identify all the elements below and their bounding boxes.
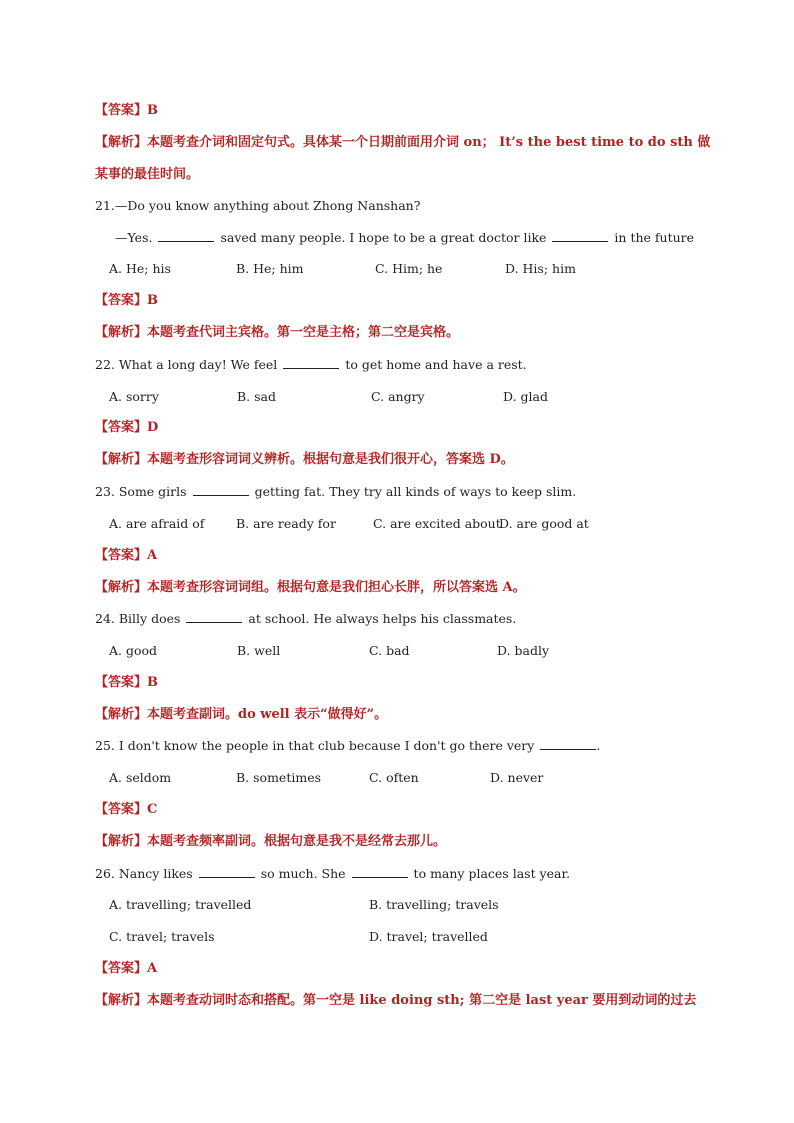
option-b: B. sometimes xyxy=(236,770,322,785)
answer-blank xyxy=(352,865,408,878)
analysis-line: 【解析】本题考查频率副词。根据句意是我不是经常去那儿。 xyxy=(95,834,447,849)
answer-line: 【答案】B xyxy=(95,293,158,308)
response-text: saved many people. I hope to be a great doctor like xyxy=(220,230,547,245)
option-c: C. bad xyxy=(369,643,410,658)
question-text-tail: getting fat. They try all kinds of ways to keep slim. xyxy=(254,484,577,499)
option-b: B. are ready for xyxy=(236,516,336,531)
option-a: A. He; his xyxy=(109,261,171,276)
response-dash: —Yes. xyxy=(115,230,153,245)
question-text: 22. What a long day! We feel xyxy=(95,357,278,372)
analysis-line: 【解析】本题考查代词主宾格。第一空是主格；第二空是宾格。 xyxy=(95,325,460,340)
question-text-mid: so much. She xyxy=(260,866,346,881)
question-text-tail: to get home and have a rest. xyxy=(345,357,527,372)
response-tail: in the future xyxy=(614,230,695,245)
answer-blank xyxy=(158,229,214,242)
analysis-line: 【解析】本题考查形容词词义辨析。根据句意是我们很开心，答案选 D。 xyxy=(95,452,514,467)
option-a: A. good xyxy=(109,643,158,658)
question-text: 26. Nancy likes xyxy=(95,866,193,881)
answer-blank xyxy=(540,737,596,750)
option-d: D. are good at xyxy=(499,516,589,531)
option-a: A. seldom xyxy=(109,770,172,785)
answer-line: 【答案】A xyxy=(95,961,158,976)
answer-line: 【答案】B xyxy=(95,675,158,690)
question-text: 25. I don't know the people in that club because I don't go there very xyxy=(95,738,535,753)
option-b: B. travelling; travels xyxy=(369,897,499,912)
question-text-tail: . xyxy=(596,738,601,753)
question-21: 21.—Do you know anything about Zhong Nanshan? xyxy=(95,198,421,213)
question-21-response xyxy=(115,228,694,248)
answer-blank xyxy=(186,610,242,623)
option-d: D. badly xyxy=(497,643,550,658)
question-26 xyxy=(95,864,570,884)
option-d: D. glad xyxy=(503,389,548,404)
question-22 xyxy=(95,355,527,375)
answer-line: 【答案】B xyxy=(95,103,158,118)
question-24 xyxy=(95,609,516,629)
option-c: C. travel; travels xyxy=(109,929,215,944)
option-c: C. often xyxy=(369,770,419,785)
option-a: A. travelling; travelled xyxy=(109,897,252,912)
option-d: D. His; him xyxy=(505,261,576,276)
answer-blank xyxy=(283,356,339,369)
option-a: A. sorry xyxy=(109,389,159,404)
question-text: 24. Billy does xyxy=(95,611,181,626)
answer-blank xyxy=(193,483,249,496)
question-text: 23. Some girls xyxy=(95,484,187,499)
option-c: C. are excited about xyxy=(373,516,501,531)
answer-line: 【答案】A xyxy=(95,548,158,563)
option-a: A. are afraid of xyxy=(109,516,205,531)
answer-blank xyxy=(552,229,608,242)
option-d: D. travel; travelled xyxy=(369,929,488,944)
question-text-tail: at school. He always helps his classmates. xyxy=(248,611,517,626)
analysis-line: 【解析】本题考查副词。do well 表示“做得好”。 xyxy=(95,707,388,722)
question-23 xyxy=(95,482,576,502)
question-text-tail: to many places last year. xyxy=(413,866,571,881)
option-c: C. Him; he xyxy=(375,261,443,276)
analysis-line-cont: 某事的最佳时间。 xyxy=(95,167,200,182)
answer-line: 【答案】C xyxy=(95,802,158,817)
option-c: C. angry xyxy=(371,389,425,404)
analysis-line: 【解析】本题考查形容词词组。根据句意是我们担心长胖，所以答案选 A。 xyxy=(95,580,526,595)
option-d: D. never xyxy=(490,770,544,785)
analysis-line: 【解析】本题考查介词和固定句式。具体某一个日期前面用介词 on； It’s the best time to do sth 做 xyxy=(95,135,711,150)
option-b: B. well xyxy=(237,643,281,658)
analysis-line: 【解析】本题考查动词时态和搭配。第一空是 like doing sth; 第二空是 last year 要用到动词的过去 xyxy=(95,993,697,1008)
option-b: B. He; him xyxy=(236,261,304,276)
option-b: B. sad xyxy=(237,389,277,404)
answer-blank xyxy=(199,865,255,878)
question-25 xyxy=(95,736,600,756)
answer-line: 【答案】D xyxy=(95,420,159,435)
